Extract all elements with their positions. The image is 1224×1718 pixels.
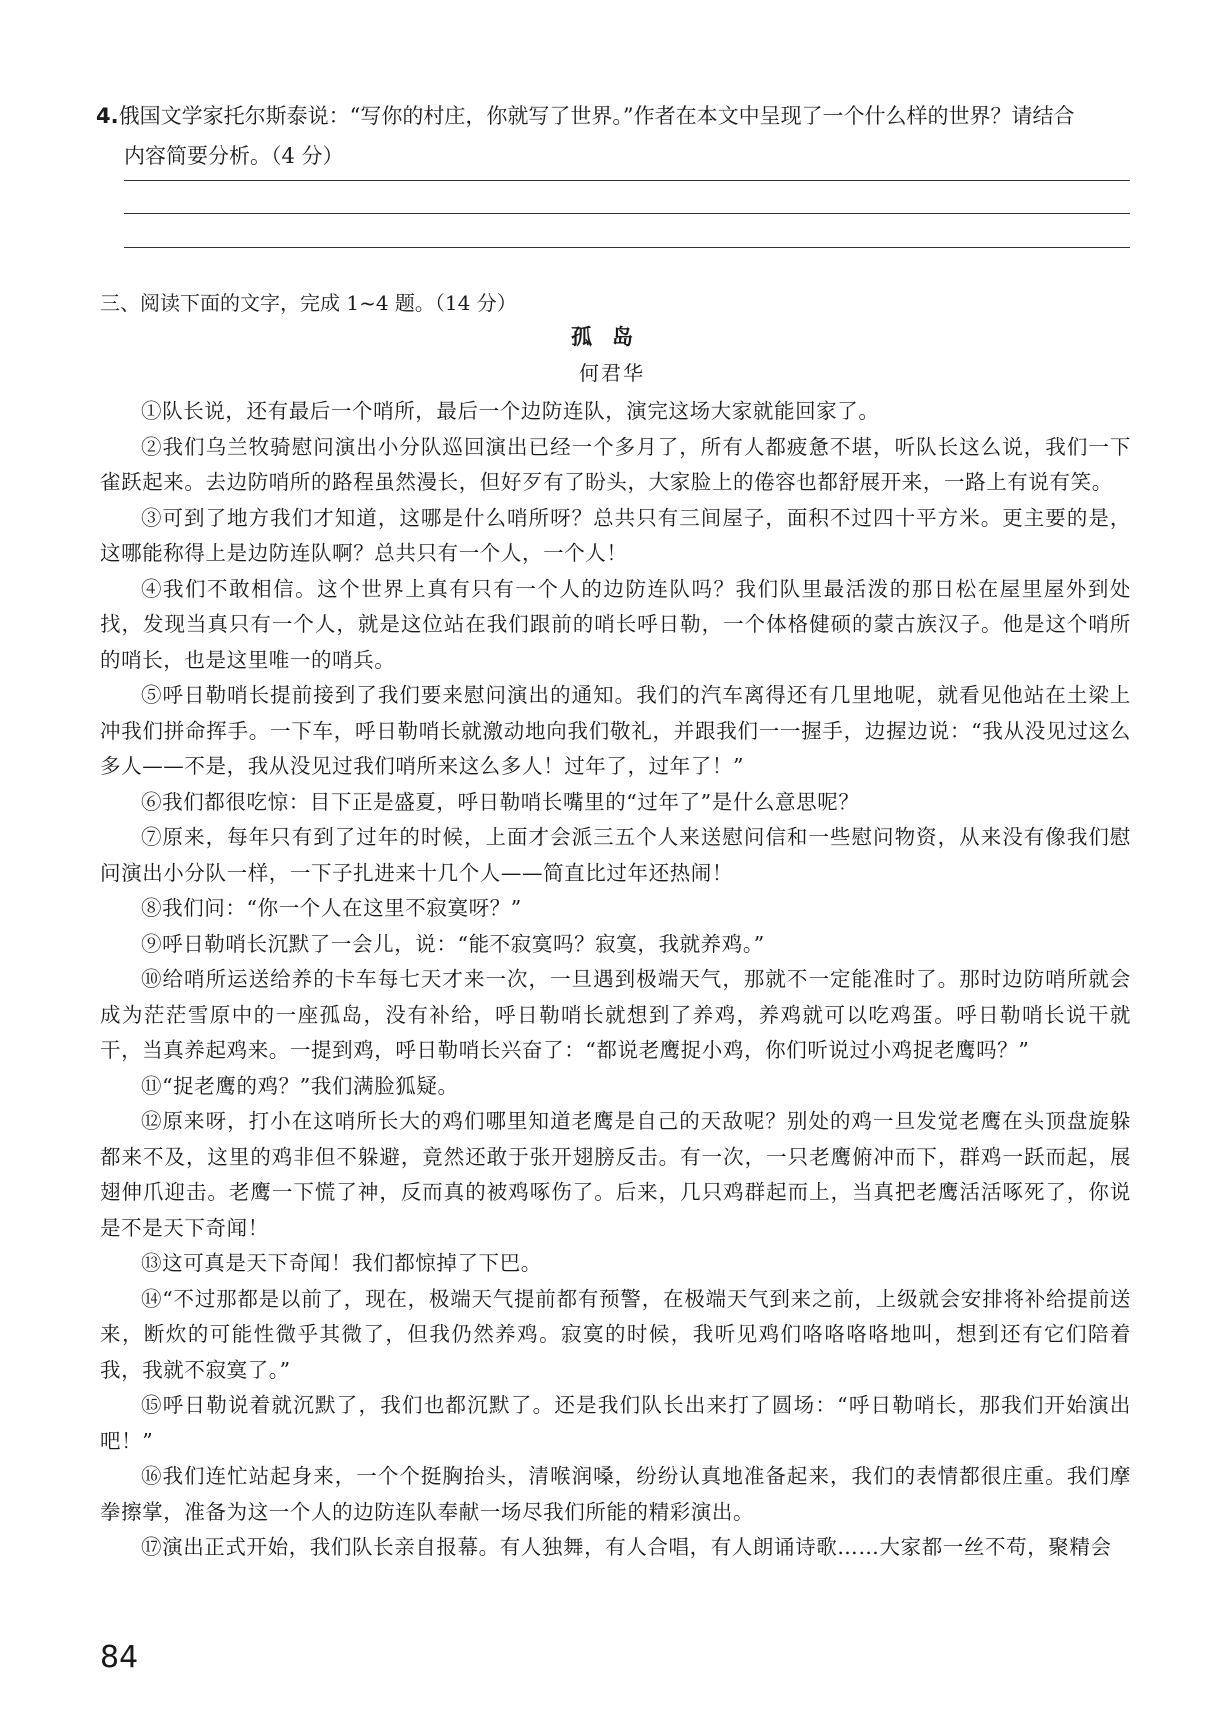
paragraph: ⑨呼日勒哨长沉默了一会儿，说：“能不寂寞吗？寂寞，我就养鸡。”	[141, 931, 765, 956]
paragraph: ⑩给哨所运送给养的卡车每七天才来一次，一旦遇到极端天气，那就不一定能准时了。那时边防哨所就会成为茫茫雪原中的一座孤岛，没有补给，呼日勒哨长就想到了养鸡，养鸡就可以吃鸡蛋。呼日勒哨长说干就干，当真养起鸡来。一提到鸡，呼日勒哨长兴奋了：“都说老鹰捉小鸡，你们听说过小鸡捉老鹰吗？”	[100, 967, 1131, 1062]
question-4-line-1	[96, 96, 1131, 136]
answer-line	[124, 247, 1130, 248]
article-author: 何君华	[579, 361, 645, 385]
question-number: 4.	[96, 104, 119, 128]
paragraph: ⑧我们问：“你一个人在这里不寂寞呀？”	[141, 896, 522, 920]
page-number: 84	[100, 1640, 139, 1675]
paragraph: ②我们乌兰牧骑慰问演出小分队巡回演出已经一个多月了，所有人都疲惫不堪，听队长这么说，我们一下雀跃起来。去边防哨所的路程虽然漫长，但好歹有了盼头，大家脸上的倦容也都舒展开来，一路上有说有笑。	[100, 434, 1131, 494]
paragraph: ⑪“捉老鹰的鸡？”我们满脸狐疑。	[141, 1073, 459, 1098]
paragraph: ⑭“不过那都是以前了，现在，极端天气提前都有预警，在极端天气到来之前，上级就会安排将补给提前送来，断炊的可能性微乎其微了，但我仍然养鸡。寂寞的时候，我听见鸡们咯咯咯咯地叫，想到还有它们陪着我，我就不寂寞了。”	[100, 1286, 1131, 1382]
section-heading: 三、阅读下面的文字，完成 1~4 题。（14 分）	[100, 291, 517, 315]
paragraph: ⑥我们都很吃惊：目下正是盛夏，呼日勒哨长嘴里的“过年了”是什么意思呢？	[141, 789, 860, 814]
paragraph: ⑰演出正式开始，我们队长亲自报幕。有人独舞，有人合唱，有人朗诵诗歌……大家都一丝不苟，聚精会	[141, 1535, 1112, 1559]
paragraph: ④我们不敢相信。这个世界上真有只有一个人的边防连队吗？我们队里最活泼的那日松在屋里屋外到处找，发现当真只有一个人，就是这位站在我们跟前的哨长呼日勒，一个体格健硕的蒙古族汉子。他是这个哨所的哨长，也是这里唯一的哨兵。	[100, 576, 1131, 672]
article-body	[100, 394, 1131, 1566]
article-title: 孤岛	[571, 324, 653, 349]
paragraph: ⑫原来呀，打小在这哨所长大的鸡们哪里知道老鹰是自己的天敌呢？别处的鸡一旦发觉老鹰在头顶盘旋躲都来不及，这里的鸡非但不躲避，竟然还敢于张开翅膀反击。有一次，一只老鹰俯冲而下，群鸡一跃而起，展翅伸爪迎击。老鹰一下慌了神，反而真的被鸡啄伤了。后来，几只鸡群起而上，当真把老鹰活活啄死了，你说是不是天下奇闻！	[100, 1109, 1131, 1240]
answer-line	[124, 213, 1130, 214]
question-4-text: 俄国文学家托尔斯泰说：“写你的村庄，你就写了世界。”作者在本文中呈现了一个什么样的世界？请结合	[118, 104, 1075, 128]
paragraph: ③可到了地方我们才知道，这哪是什么哨所呀？总共只有三间屋子，面积不过四十平方米。更主要的是，这哪能称得上是边防连队啊？总共只有一个人，一个人！	[100, 505, 1131, 565]
paragraph: ⑬这可真是天下奇闻！我们都惊掉了下巴。	[141, 1251, 542, 1275]
question-4	[96, 96, 1131, 176]
paragraph: ⑯我们连忙站起身来，一个个挺胸抬头，清喉润嗓，纷纷认真地准备起来，我们的表情都很庄重。我们摩拳擦掌，准备为这一个人的边防连队奉献一场尽我们所能的精彩演出。	[100, 1464, 1131, 1524]
paragraph: ⑦原来，每年只有到了过年的时候，上面才会派三五个人来送慰问信和一些慰问物资，从来没有像我们慰问演出小分队一样，一下子扎进来十几个人——简直比过年还热闹！	[100, 825, 1131, 885]
question-4-line-2: 内容简要分析。（4 分）	[124, 144, 344, 168]
paragraph: ①队长说，还有最后一个哨所，最后一个边防连队，演完这场大家就能回家了。	[141, 399, 880, 423]
paragraph: ⑮呼日勒说着就沉默了，我们也都沉默了。还是我们队长出来打了圆场：“呼日勒哨长，那我们开始演出吧！”	[100, 1393, 1131, 1453]
answer-line	[124, 180, 1130, 181]
paragraph: ⑤呼日勒哨长提前接到了我们要来慰问演出的通知。我们的汽车离得还有几里地呢，就看见他站在土梁上冲我们拼命挥手。一下车，呼日勒哨长就激动地向我们敬礼，并跟我们一一握手，边握边说：“我从没见过这么多人——不是，我从没见过我们哨所来这么多人！过年了，过年了！”	[100, 683, 1131, 778]
